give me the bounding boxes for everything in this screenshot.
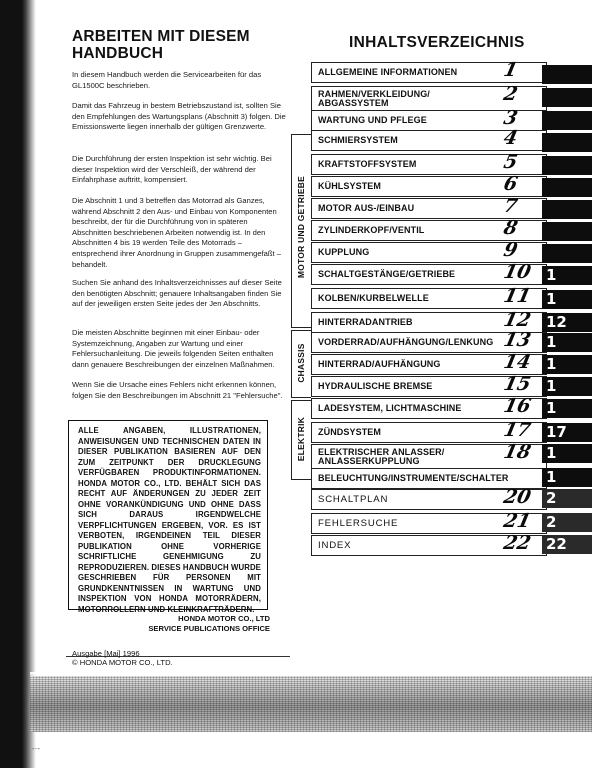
section-edge-tab[interactable]: 1 [542,266,592,285]
toc-section-label: MOTOR AUS-/EINBAU [318,202,415,213]
handwritten-section-number: 22 [501,532,533,554]
handwritten-section-number: 17 [501,419,533,441]
section-edge-tab[interactable]: 17 [542,423,592,442]
section-edge-tab[interactable]: 2 [542,489,592,508]
toc-section-label: KÜHLSYSTEM [318,180,382,191]
toc-section-label: SCHALTGESTÄNGE/GETRIEBE [318,268,456,279]
toc-section-label: WARTUNG UND PFLEGE [318,114,427,125]
intro-paragraph-4: Die Abschnitt 1 und 3 betreffen das Motorrad als Ganzes, während Abschnitt 2 den Aus- und Einbau von Komponenten beschreibt, der für die Durchführung von in späteren Abschnitten beschriebenen Arbeiten notwendig ist. In den Abschnitten 4 bis 19 werden Teile des Motorrads – entsprechend ihrer Anordnung in Gruppen zusammengefaßt – behandelt. [72,196,281,269]
toc-section-label: BELEUCHTUNG/INSTRUMENTE/SCHALTER [318,472,509,483]
intro-paragraph-3: Die Durchführung der ersten Inspektion ist sehr wichtig. Bei dieser Inspektion wird der Verschleiß, der während der Einfahrphase auftritt, kompensiert. [72,154,272,185]
intro-paragraph-6: Die meisten Abschnitte beginnen mit einer Einbau- oder Systemzeichnung, Angaben zur Wartung und einer Fehlersuchanleitung. Die jeweils folgenden Seiten enthalten dann genauere Beschreibungen der einzelnen Maßnahmen. [72,328,275,369]
section-edge-tab[interactable]: 1 [542,468,592,487]
toc-section-label: ZYLINDERKOPF/VENTIL [318,224,425,235]
handwritten-section-number: 6 [501,173,520,195]
toc-title: INHALTSVERZEICHNIS [349,34,525,51]
group-label-motor: MOTOR UND GETRIEBE [296,175,306,279]
toc-section-label: KRAFTSTOFFSYSTEM [318,158,417,169]
handwritten-section-number: 5 [501,151,520,173]
section-edge-tab[interactable]: 1 [542,399,592,418]
handwritten-section-number: 10 [501,261,533,283]
handwritten-section-number: 7 [501,195,520,217]
legal-notice-text: ALLE ANGABEN, ILLUSTRATIONEN, ANWEISUNGEN UND TECHNISCHEN DATEN IN DIESER PUBLIKATION BASIEREN AUF DEN ZUM ZEITPUNKT DER DRUCKLEGUNG VERFÜGBAREN PRODUKTINFORMATIONEN. HONDA MOTOR CO., LTD. BEHÄLT SICH DAS RECHT AUF ÄNDERUNGEN ZU JEDER ZEIT OHNE VORANKÜNDIGUNG UND OHNE DASS SICH DARAUS IRGENDWELCHE VERPFLICHTUNGEN ERGEBEN, VOR. ES IST VERBOTEN, IRGENDEINEN TEIL DIESER PUBLIKATION OHNE VORHERIGE SCHRIFTLICHE GENEHMIGUNG ZU REPRODUZIEREN. DIESES HANDBUCH WURDE GESCHRIEBEN FÜR PERSONEN MIT GRUNDKENNTNISSEN IN WARTUNG UND INSPEKTION VON HONDA MOTORRÄDERN, MOTORROLLERN UND KLEINKRAFTRÄDERN. [78,426,261,614]
toc-section-label: HINTERRADANTRIEB [318,316,413,327]
toc-section-label: FEHLERSUCHE [318,517,399,529]
handwritten-section-number: 4 [501,127,520,149]
manual-title [72,28,250,62]
intro-paragraph-2: Damit das Fahrzeug in bestem Betriebszustand ist, sollten Sie den Empfehlungen des Wartungsplans (Abschnitt 3) folgen. Die Emissionswerte liegen innerhalb der gültigen Grenzwerte. [72,101,286,132]
section-edge-tab[interactable] [542,65,592,84]
publisher-name: HONDA MOTOR CO., LTD [178,614,270,623]
handwritten-section-number: 12 [501,309,533,331]
toc-section-label: SCHMIERSYSTEM [318,134,398,145]
handwritten-section-number: 9 [501,239,520,261]
section-edge-tab[interactable]: 2 [542,513,592,532]
toc-section-label: INDEX [318,539,352,551]
intro-paragraph-1: In diesem Handbuch werden die Servicearbeiten für das GL1500C beschrieben. [72,70,262,90]
section-edge-tab[interactable]: 1 [542,444,592,463]
toc-section-label: KOLBEN/KURBELWELLE [318,292,429,303]
handwritten-section-number: 11 [501,285,533,307]
toc-section-label: RAHMEN/VERKLEIDUNG/ ABGASSYSTEM [318,88,430,108]
section-edge-tab[interactable] [542,111,592,130]
handwritten-section-number: 21 [501,510,533,532]
handwritten-section-number: 13 [501,329,533,351]
handwritten-section-number: 16 [501,395,533,417]
scan-edge [0,0,36,768]
section-edge-tab[interactable]: 1 [542,290,592,309]
publisher-office: SERVICE PUBLICATIONS OFFICE [148,624,270,633]
toc-section-label: ZÜNDSYSTEM [318,426,382,437]
handwritten-section-number: 3 [501,107,520,129]
section-edge-tab[interactable]: 1 [542,355,592,374]
toc-section-label: HYDRAULISCHE BREMSE [318,380,433,391]
toc-section-label: ELEKTRISCHER ANLASSER/ ANLASSERKUPPLUNG [318,446,445,466]
section-edge-tab[interactable] [542,178,592,197]
toc-section-label: ALLGEMEINE INFORMATIONEN [318,66,458,77]
group-label-chassis: CHASSIS [296,343,306,383]
toc-section-label: SCHALTPLAN [318,493,389,505]
section-edge-tab[interactable] [542,222,592,241]
section-edge-tab[interactable]: 1 [542,377,592,396]
handwritten-section-number: 18 [501,441,533,463]
section-edge-tab[interactable]: 1 [542,333,592,352]
intro-paragraph-7: Wenn Sie die Ursache eines Fehlers nicht erkennen können, folgen Sie den Beschreibungen im Abschnitt 21 "Fehlersuche". [72,380,283,400]
handwritten-section-number: 8 [501,217,520,239]
manual-title-line2: HANDBUCH [72,45,164,62]
section-edge-tab[interactable]: 22 [542,535,592,554]
section-edge-tab[interactable] [542,133,592,152]
edition-text: Ausgabe [Mai] 1996 [72,649,140,658]
intro-paragraph-5: Suchen Sie anhand des Inhaltsverzeichnisses auf dieser Seite den benötigten Abschnitt; genauere Inhaltsangaben finden Sie auf der jeweiligen ersten Seite jedes der Jen Abschnitts. [72,278,282,309]
toc-section-label: VORDERRAD/AUFHÄNGUNG/LENKUNG [318,336,494,347]
toc-section-label: HINTERRAD/AUFHÄNGUNG [318,358,441,369]
copyright-text: © HONDA MOTOR CO., LTD. [72,658,173,667]
scan-mark: -·- [32,744,40,753]
section-edge-tab[interactable] [542,156,592,175]
section-edge-tab[interactable]: 12 [542,313,592,332]
publisher-signature [72,614,270,638]
handwritten-section-number: 15 [501,373,533,395]
handwritten-section-number: 14 [501,351,533,373]
group-label-elektrik: ELEKTRIK [296,416,306,462]
toc-section-label: KUPPLUNG [318,246,370,257]
scan-noise-band [30,676,592,732]
manual-title-line1: ARBEITEN MIT DIESEM [72,28,250,45]
legal-notice-box [68,420,268,614]
handwritten-section-number: 1 [501,59,520,81]
section-edge-tab[interactable] [542,88,592,107]
handwritten-section-number: 2 [501,83,520,105]
section-edge-tab[interactable] [542,200,592,219]
toc-section-label: LADESYSTEM, LICHTMASCHINE [318,402,462,413]
section-edge-tab[interactable] [542,244,592,263]
handwritten-section-number: 20 [501,486,533,508]
